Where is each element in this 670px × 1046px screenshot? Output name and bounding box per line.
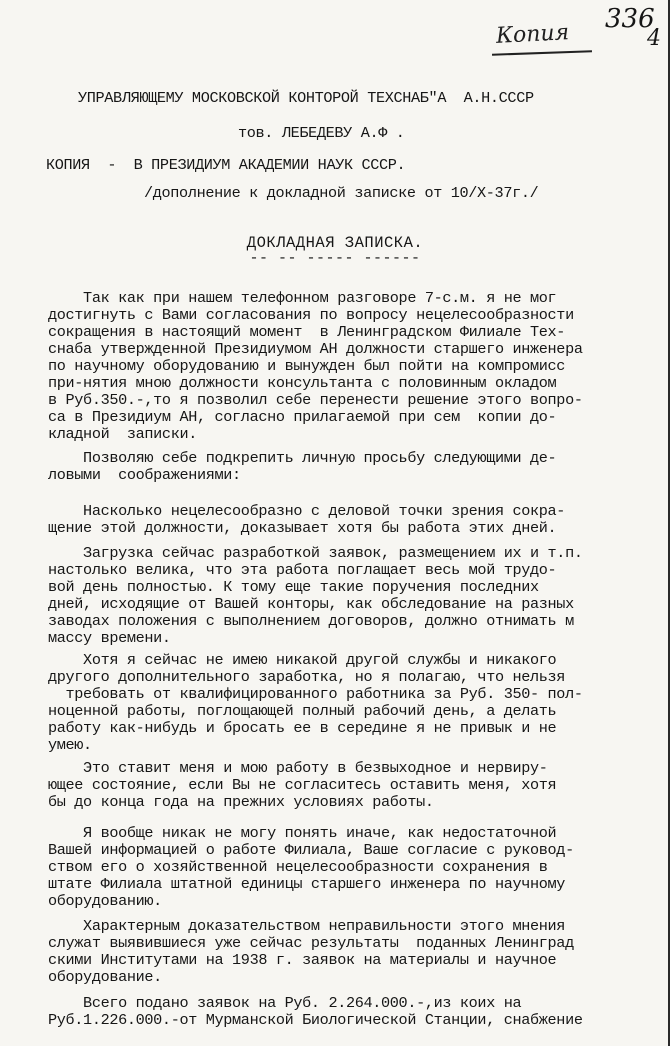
- title-underline: -- -- ----- ------: [249, 250, 421, 267]
- paragraph: [48, 918, 638, 986]
- text-line: другого дополнительного зарaботка, но я полагаю, что нельзя: [48, 668, 566, 686]
- text-line: требовать от квалифицированного работника за Руб. 350- пол-: [48, 685, 583, 703]
- text-line: оборудование.: [48, 968, 162, 986]
- text-line: в Руб.350.-,то я позволил себе перенести решение этого вопро-: [48, 391, 583, 409]
- paragraph: [48, 503, 638, 537]
- text-line: Вашей информацией о работе Филиала, Ваше согласие с руковод-: [48, 841, 574, 859]
- paragraph: [48, 290, 638, 443]
- text-line: Насколько нецелесообразно с деловой точки зрения сокра-: [48, 502, 566, 520]
- text-line: ством его о хозяйственной нецелесообразности сохранения в: [48, 858, 548, 876]
- text-line: Руб.1.226.000.-от Мурманской Биологической Станции, снабжение: [48, 1011, 583, 1029]
- text-line: Позволяю себе подкрепить личную просьбу следующими де-: [48, 449, 557, 467]
- text-line: служат выявившиеся уже сейчас результаты поданных Ленинград: [48, 934, 574, 952]
- text-line: Всего подано заявок на Руб. 2.264.000.-,из коих на: [48, 994, 522, 1012]
- text-line: штате Филиала штатной единицы старшего инженера по научному: [48, 875, 566, 893]
- text-line: дней, исходящие от Вашей конторы, как обследование на разных: [48, 595, 574, 613]
- text-line: настолько велика, что эта работа поглащает весь мой трудо-: [48, 561, 557, 579]
- text-line: снаба утвержденной Президиумом АН должности старшего инженера: [48, 340, 583, 358]
- text-line: при-нятия мною должности консультанта с половинным окладом: [48, 374, 557, 392]
- text-line: по научному оборудованию и вынужден был пойти на компромисс: [48, 357, 566, 375]
- text-line: Хотя я сейчас не имею никакой другой службы и никакого: [48, 651, 557, 669]
- folio-sub-number: 4: [647, 26, 661, 51]
- document-title: ДОКЛАДНАЯ ЗАПИСКА.: [246, 234, 424, 252]
- text-line: вой день полностью. К тому еще такие поручения последних: [48, 578, 539, 596]
- text-line: скими Институтами на 1938 г. заявок на материалы и научное: [48, 951, 557, 969]
- text-line: работу как-нибудь и бросать ее в середине я не привык и не: [48, 719, 557, 737]
- paragraph: [48, 450, 638, 484]
- text-line: умею.: [48, 736, 92, 754]
- addressee-line: УПРАВЛЯЮЩЕМУ МОСКОВСКОЙ КОНТОРОЙ ТЕХСНАБ"А А.Н.СССР: [78, 89, 534, 107]
- text-line: Так как при нашем телефонном разговоре 7-с.м. я не мог: [48, 289, 557, 307]
- text-line: са в Президиум АН, согласно прилагаемой при сем копии до-: [48, 408, 557, 426]
- paragraph: [48, 825, 638, 910]
- text-line: Я вообще никак не могу понять иначе, как недостаточной: [48, 824, 557, 842]
- copy-line: КОПИЯ - В ПРЕЗИДИУМ АКАДЕМИИ НАУК СССР.: [46, 156, 406, 174]
- supplement-line: /дополнение к докладной записке от 10/Х-37г./: [144, 184, 539, 202]
- text-line: бы до конца года на прежних условиях работы.: [48, 793, 434, 811]
- text-line: ноценной работы, поглощающей полный рабочий день, а делать: [48, 702, 557, 720]
- text-line: щение этой должности, доказывает хотя бы работа этих дней.: [48, 519, 557, 537]
- paragraph: [48, 545, 638, 647]
- paragraph: [48, 995, 638, 1029]
- text-line: Загрузка сейчас разработкой заявок, размещением их и т.п.: [48, 544, 583, 562]
- text-line: ющее состояние, если Вы не согласитесь оставить меня, хотя: [48, 776, 557, 794]
- text-line: массу времени.: [48, 629, 171, 647]
- text-line: достигнуть с Вами согласования по вопросу нецелесообразности: [48, 306, 574, 324]
- text-line: сокращения в настоящий момент в Ленинградском Филиале Тех-: [48, 323, 566, 341]
- folio-number: 336: [605, 4, 655, 34]
- text-line: ловыми соображениями:: [48, 466, 241, 484]
- paragraph: [48, 652, 638, 754]
- addressee-name: тов. ЛЕБЕДЕВУ А.Ф .: [238, 124, 405, 142]
- paragraph: [48, 760, 638, 811]
- text-line: заводах положения с выполнением договоров, должно отнимать м: [48, 612, 574, 630]
- copy-stamp: Копия: [495, 20, 570, 49]
- text-line: оборудованию.: [48, 892, 162, 910]
- text-line: кладной записки.: [48, 425, 197, 443]
- text-line: Это ставит меня и мою работу в безвыходное и нервиру-: [48, 759, 548, 777]
- text-line: Характерным доказательством неправильности этого мнения: [48, 917, 566, 935]
- stamp-underline: [492, 50, 592, 55]
